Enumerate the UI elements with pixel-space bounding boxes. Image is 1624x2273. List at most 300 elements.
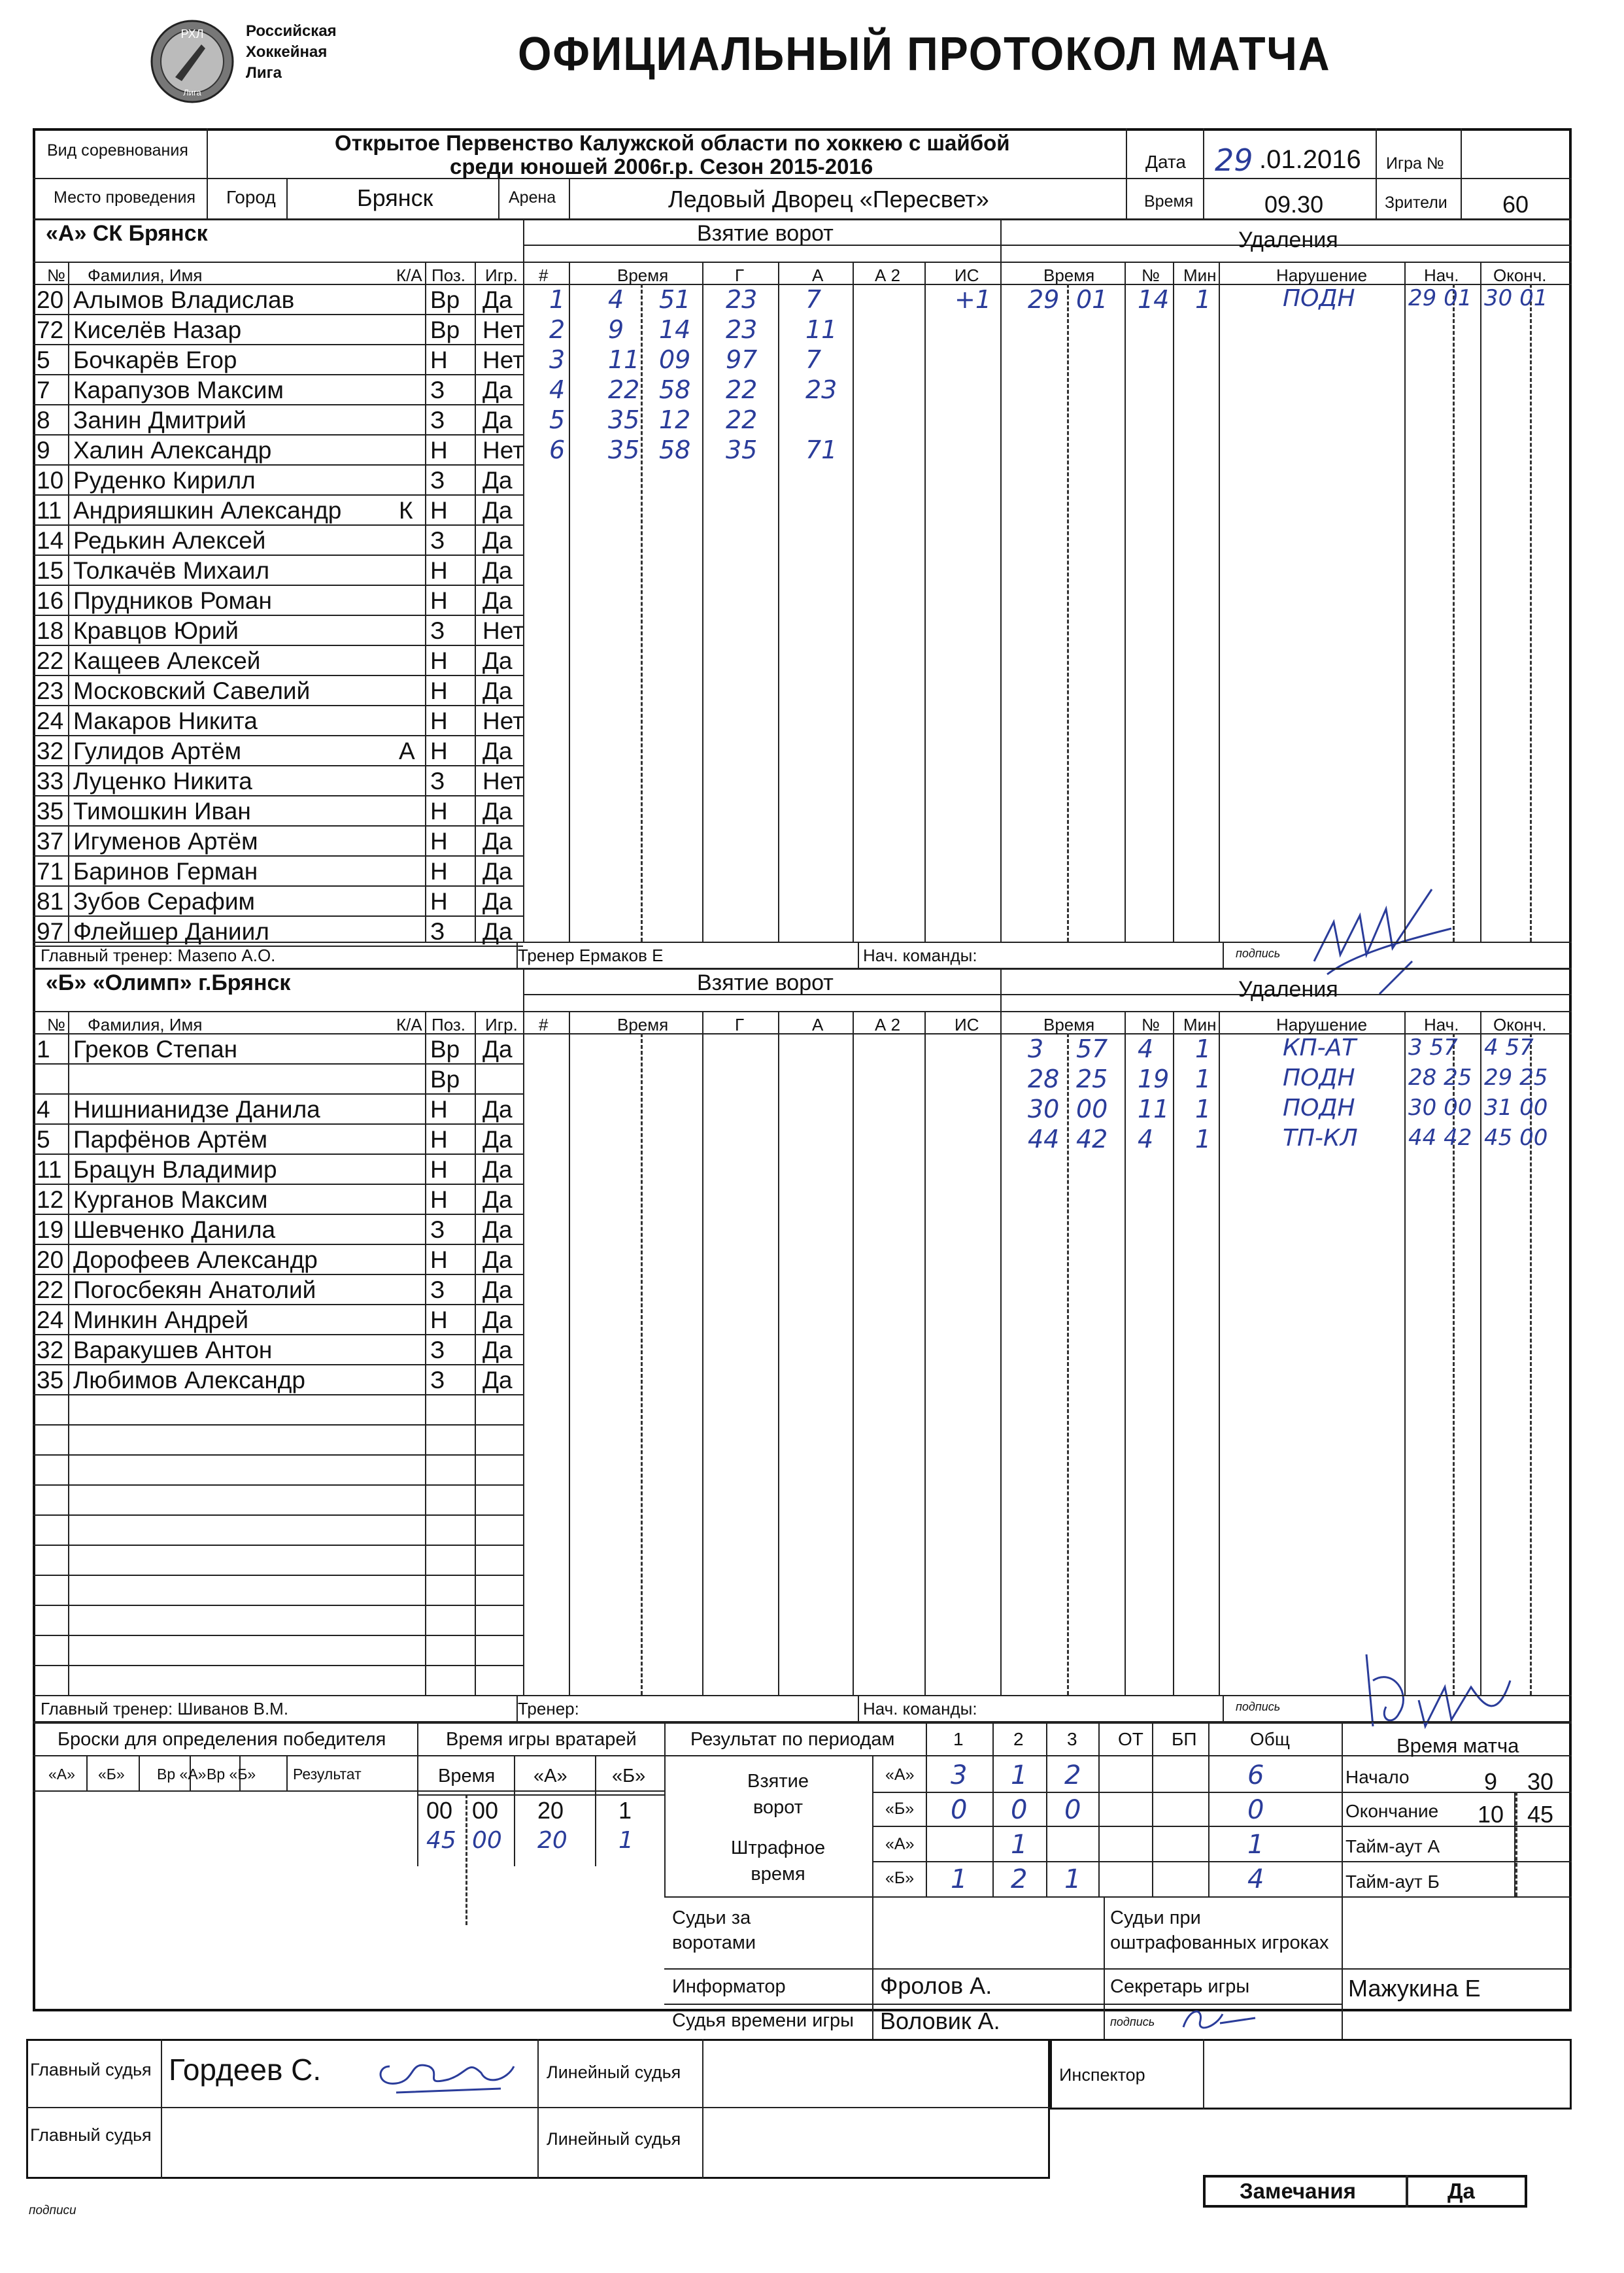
date-rest: .01.2016 [1259, 145, 1361, 174]
team_a-goal-min: 11 [608, 345, 640, 374]
team_a-player-plays: Да [482, 647, 513, 674]
team_a-pen-min: 29 [1028, 285, 1060, 314]
signatures-label: подписи [29, 2204, 76, 2217]
team_a-player-name: Толкачёв Михаил [73, 557, 270, 584]
team_a-player-no: 20 [37, 286, 64, 313]
team_b-player-pos: Н [430, 1156, 448, 1183]
page-title: ОФИЦИАЛЬНЫЙ ПРОТОКОЛ МАТЧА [518, 28, 1331, 80]
team_a-player-plays: Да [482, 407, 513, 434]
team_a-col-g-assist2: А 2 [875, 265, 901, 285]
period-col: 2 [1013, 1729, 1024, 1749]
match-time-title: Время матча [1396, 1734, 1519, 1757]
team_b-pen-start: 3 57 [1408, 1034, 1458, 1061]
team_a-goal-num: 3 [549, 345, 566, 374]
team_b-col-no: № [47, 1015, 65, 1034]
secretary-value: Мажукина Е [1348, 1975, 1481, 2002]
team_b-col-name: Фамилия, Имя [88, 1015, 203, 1034]
team_a-player-plays: Да [482, 828, 513, 855]
team_a-player-pos: З [430, 768, 445, 795]
team_a-player-name: Кравцов Юрий [73, 617, 239, 644]
team_b-pen-end: 45 00 [1484, 1125, 1548, 1151]
logo-emblem-text: РХЛ [180, 27, 204, 41]
match-end-label: Окончание [1345, 1801, 1439, 1821]
team_a-player-pos: Н [430, 497, 448, 524]
team_b-col-g-scorer: Г [735, 1015, 745, 1034]
team_a-player-pos: Н [430, 647, 448, 674]
team_a-goal-num: 2 [549, 315, 566, 344]
team_a-player-plays: Да [482, 467, 513, 494]
logo-emblem-text2: Лига [183, 88, 201, 97]
logo-line2: Хоккейная [246, 43, 328, 61]
shootout-col: Вр «Б» [207, 1766, 256, 1783]
arena-value: Ледовый Дворец «Пересвет» [668, 186, 989, 213]
spectators-value: 60 [1502, 191, 1529, 218]
team_a-goal-scorer: 23 [726, 315, 758, 344]
team_a-goal-scorer: 35 [726, 436, 758, 464]
period-value: 0 [1011, 1795, 1028, 1825]
team_b-player-no: 24 [37, 1307, 64, 1333]
team_b-player-name: Греков Степан [73, 1036, 238, 1063]
remarks-label: Замечания [1240, 2179, 1356, 2203]
team_a-col-p-min: Мин [1183, 265, 1217, 285]
team_b-player-pos: Вр [430, 1036, 460, 1063]
team_a-col-p-offence: Нарушение [1276, 265, 1368, 285]
team_a-player-plays: Нет [482, 316, 524, 343]
team_a-col-p-start: Нач. [1424, 265, 1459, 285]
team_b-player-plays: Да [482, 1367, 513, 1393]
team_a-col-no: № [47, 265, 65, 285]
period-value: 1 [1247, 1830, 1264, 1860]
team_b-col-p-time: Время [1043, 1015, 1095, 1034]
team_a-player-pos: Вр [430, 286, 460, 313]
team_a-pen-end: 30 01 [1484, 285, 1548, 311]
team_a-goal-min: 4 [608, 285, 624, 314]
period-value: 2 [1011, 1864, 1028, 1894]
goalie-sec: 00 [472, 1827, 502, 1854]
team_b-player-no: 20 [37, 1246, 64, 1273]
team_b-col-p-start: Нач. [1424, 1015, 1459, 1034]
team_b-goals-title: Взятие ворот [697, 970, 834, 995]
place-label: Место проведения [54, 188, 196, 207]
goalie-col: «А» [533, 1766, 567, 1786]
match-end-minute: 45 [1527, 1801, 1554, 1828]
team_a-player-no: 11 [37, 497, 62, 524]
team_a-goal-sec: 58 [659, 436, 691, 464]
team_a-player-plays: Нет [482, 347, 524, 373]
team_b-col-g-assist: А [812, 1015, 824, 1034]
team_b-player-name: Минкин Андрей [73, 1307, 249, 1333]
team_b-player-plays: Да [482, 1337, 513, 1363]
goal-judges-label: Судьи за воротами [672, 1907, 756, 1953]
team_a-goal-min: 35 [608, 405, 640, 434]
team_a-player-name: Тимошкин Иван [73, 798, 251, 825]
team_a-col-name: Фамилия, Имя [88, 265, 203, 285]
team_a-player-name: Руденко Кирилл [73, 467, 256, 494]
team_a-player-plays: Нет [482, 708, 524, 734]
team_a-player-plays: Да [482, 858, 513, 885]
team_b-player-name: Погосбекян Анатолий [73, 1276, 316, 1303]
team_a-goal-sec: 14 [659, 315, 691, 344]
period-col: Общ [1250, 1729, 1290, 1749]
team_a-player-pos: З [430, 918, 445, 945]
team_a-goal-sec: 12 [659, 405, 691, 434]
team_a-player-name: Андрияшкин Александр [73, 497, 342, 524]
team_a-player-name: Московский Савелий [73, 677, 311, 704]
team_a-player-no: 9 [37, 437, 50, 464]
team_a-player-name: Макаров Никита [73, 708, 258, 734]
team_a-player-pos: З [430, 467, 445, 494]
team_a-player-no: 7 [37, 377, 50, 403]
team_b-player-name: Дорофеев Александр [73, 1246, 318, 1273]
team_a-goal-scorer: 22 [726, 405, 758, 434]
period-value: 2 [1064, 1760, 1081, 1790]
team_b-player-plays: Да [482, 1126, 513, 1153]
team_a-player-no: 35 [37, 798, 64, 825]
period-pen-team-a: «А» [885, 1835, 915, 1853]
team_a-player-plays: Да [482, 286, 513, 313]
team_b-player-pos: Н [430, 1126, 448, 1153]
team_b-player-no: 4 [37, 1096, 50, 1123]
timekeeper-label: Судья времени игры [672, 2010, 854, 2031]
timeout-b-label: Тайм-аут Б [1345, 1871, 1440, 1892]
period-col: 1 [953, 1729, 964, 1749]
team_a-player-no: 16 [37, 587, 64, 614]
team_a-player-plays: Да [482, 677, 513, 704]
team_a-goal-sec: 09 [659, 345, 691, 374]
team_b-pen-no: 4 [1138, 1034, 1154, 1063]
team_a-player-no: 14 [37, 527, 64, 554]
team_a-col-p-end: Оконч. [1493, 265, 1547, 285]
team_b-pen-sec: 00 [1076, 1095, 1108, 1123]
period-col: БП [1172, 1729, 1197, 1749]
team_b-player-plays: Да [482, 1307, 513, 1333]
team_b-pen-offence: ПОДН [1283, 1065, 1355, 1091]
period-value: 1 [951, 1864, 968, 1894]
team_a-coach: Тренер Ермаков Е [518, 946, 664, 965]
team_b-pen-mins: 1 [1195, 1034, 1211, 1063]
informer-value: Фролов А. [880, 1972, 992, 1999]
team_b-player-pos: З [430, 1367, 445, 1393]
team_a-pen-no: 14 [1138, 285, 1170, 314]
period-pen-team-b: «Б» [885, 1869, 915, 1887]
competition-line1: Открытое Первенство Калужской области по хоккею с шайбой [335, 131, 1010, 155]
team_b-pen-mins: 1 [1195, 1095, 1211, 1123]
match-end-hour: 10 [1478, 1801, 1504, 1828]
goalie-sec: 00 [472, 1797, 499, 1824]
team_a-player-ka: К [399, 497, 413, 524]
team_a-goal-sec: 58 [659, 375, 691, 404]
team_b-pen-sec: 25 [1076, 1065, 1108, 1093]
shootout-col: «Б» [98, 1766, 125, 1783]
team_a-player-name: Игуменов Артём [73, 828, 258, 855]
team_a-player-plays: Да [482, 377, 513, 403]
team_a-player-no: 32 [37, 738, 64, 764]
shootout-col: «А» [48, 1766, 75, 1783]
team_a-title: «А» СК Брянск [46, 221, 208, 246]
timeout-a-label: Тайм-аут А [1345, 1836, 1440, 1856]
team_a-player-name: Бочкарёв Егор [73, 347, 237, 373]
team_a-player-pos: Вр [430, 316, 460, 343]
team_a-player-plays: Да [482, 587, 513, 614]
team_b-penalties-title: Удаления [1238, 977, 1338, 1002]
team_a-goal-num: 4 [549, 375, 566, 404]
team_b-player-pos: З [430, 1276, 445, 1303]
team_a-pen-mins: 1 [1195, 285, 1211, 314]
team_b-player-name: Брацун Владимир [73, 1156, 277, 1183]
team_b-sign-label: подпись [1236, 1700, 1281, 1713]
team_a-goal-assist: 7 [805, 285, 822, 314]
time-value: 09.30 [1264, 191, 1324, 218]
team_b-col-plays: Игр. [485, 1015, 518, 1034]
team_b-player-plays: Да [482, 1276, 513, 1303]
period-value: 0 [1247, 1795, 1264, 1825]
team_a-col-g-scorer: Г [735, 265, 745, 285]
team_a-player-name: Баринов Герман [73, 858, 258, 885]
team_b-coach: Тренер: [518, 1699, 579, 1718]
team_b-player-plays: Да [482, 1156, 513, 1183]
team_b-player-no: 32 [37, 1337, 64, 1363]
period-team-b: «Б» [885, 1800, 915, 1818]
coach-b-signature [1353, 1641, 1523, 1746]
team_b-col-p-min: Мин [1183, 1015, 1217, 1034]
team_a-player-name: Кащеев Алексей [73, 647, 261, 674]
match-start-label: Начало [1345, 1767, 1410, 1787]
team_b-col-p-offence: Нарушение [1276, 1015, 1368, 1034]
team_a-col-plays: Игр. [485, 265, 518, 285]
team_b-pen-sec: 57 [1076, 1034, 1108, 1063]
spectators-label: Зрители [1385, 194, 1447, 212]
team_a-player-no: 71 [37, 858, 64, 885]
team_a-player-plays: Нет [482, 617, 524, 644]
city-value: Брянск [357, 184, 433, 211]
team_a-goals-title: Взятие ворот [697, 221, 834, 246]
logo-line1: Российская [246, 22, 337, 40]
team_b-player-plays: Да [482, 1036, 513, 1063]
team_a-player-name: Халин Александр [73, 437, 272, 464]
linesman2-label: Линейный судья [547, 2129, 681, 2149]
team_b-player-pos: З [430, 1337, 445, 1363]
team_b-col-g-is: ИС [955, 1015, 979, 1034]
team_a-player-name: Зубов Серафим [73, 888, 255, 915]
team_a-player-ka: А [399, 738, 415, 764]
team_a-player-name: Занин Дмитрий [73, 407, 246, 434]
team_b-pen-no: 4 [1138, 1125, 1154, 1154]
team_b-col-g-num: # [539, 1015, 549, 1034]
team_b-pen-min: 3 [1028, 1034, 1044, 1063]
goalie-a: 20 [537, 1827, 567, 1854]
team_a-player-pos: Н [430, 888, 448, 915]
rhl-logo [149, 18, 235, 105]
team_b-pen-offence: ПОДН [1283, 1095, 1355, 1121]
team_a-player-no: 97 [37, 918, 64, 945]
period-goals-label: Взятие ворот [747, 1771, 809, 1818]
team_b-player-name: Любимов Александр [73, 1367, 305, 1393]
team_a-pen-offence: ПОДН [1283, 285, 1355, 312]
team_a-goal-assist: 71 [805, 436, 837, 464]
time-label: Время [1144, 192, 1194, 211]
goalie-min: 00 [426, 1797, 453, 1824]
competition-label: Вид соревнования [47, 141, 188, 160]
match-start-minute: 30 [1527, 1768, 1554, 1795]
team_b-col-pos: Поз. [431, 1015, 465, 1034]
team_a-goal-scorer: 97 [726, 345, 758, 374]
date-label: Дата [1145, 152, 1187, 172]
team_a-player-no: 37 [37, 828, 64, 855]
team_b-pen-offence: ТП-КЛ [1283, 1125, 1358, 1152]
team_a-player-pos: Н [430, 798, 448, 825]
team_b-player-plays: Да [482, 1246, 513, 1273]
team_b-player-no: 19 [37, 1216, 64, 1243]
period-value: 1 [1011, 1760, 1028, 1790]
team_a-player-pos: Н [430, 437, 448, 464]
team_a-player-no: 22 [37, 647, 64, 674]
city-label: Город [226, 187, 276, 207]
team_a-goal-assist: 7 [805, 345, 822, 374]
team_b-col-p-end: Оконч. [1493, 1015, 1547, 1034]
team_a-goal-is: +1 [955, 285, 992, 314]
team_b-player-no: 12 [37, 1186, 64, 1213]
team_a-goal-min: 22 [608, 375, 640, 404]
team_b-pen-end: 29 25 [1484, 1065, 1548, 1091]
team_a-player-pos: Н [430, 708, 448, 734]
team_b-player-name: Шевченко Данила [73, 1216, 276, 1243]
team_b-player-pos: Н [430, 1096, 448, 1123]
team_b-col-ka: К/А [396, 1015, 422, 1034]
team_a-player-no: 10 [37, 467, 64, 494]
team_a-player-plays: Нет [482, 437, 524, 464]
team_b-pen-no: 11 [1138, 1095, 1170, 1123]
team_a-col-g-time: Время [617, 265, 669, 285]
team_a-player-plays: Да [482, 557, 513, 584]
team_a-col-g-is: ИС [955, 265, 979, 285]
team_a-goal-num: 6 [549, 436, 566, 464]
secretary-signature [1177, 2001, 1275, 2038]
team_a-player-pos: Н [430, 677, 448, 704]
team_b-pen-mins: 1 [1195, 1125, 1211, 1154]
team_a-player-pos: Н [430, 587, 448, 614]
match-start-hour: 9 [1484, 1768, 1498, 1795]
team_b-team-chief: Нач. команды: [863, 1699, 977, 1718]
team_a-player-name: Прудников Роман [73, 587, 272, 614]
referee-label: Главный судья [30, 2060, 152, 2079]
timekeeper-value: Воловик А. [880, 2008, 1000, 2034]
team_a-player-name: Флейшер Даниил [73, 918, 269, 945]
team_a-player-pos: Н [430, 738, 448, 764]
team_b-player-name: Курганов Максим [73, 1186, 268, 1213]
date-day: 29 [1215, 143, 1253, 178]
goalie-b: 1 [618, 1797, 632, 1824]
informer-label: Информатор [672, 1976, 786, 1997]
team_a-player-name: Карапузов Максим [73, 377, 284, 403]
team_a-goal-assist: 11 [805, 315, 837, 344]
goalie-col: «Б» [612, 1766, 646, 1786]
team_a-col-ka: К/А [396, 265, 422, 285]
team_a-player-plays: Да [482, 918, 513, 945]
team_a-player-no: 81 [37, 888, 64, 915]
team_a-player-pos: З [430, 377, 445, 403]
secretary-label: Секретарь игры [1110, 1976, 1250, 1997]
shootout-title: Броски для определения победителя [58, 1729, 386, 1750]
team_a-penalties-title: Удаления [1238, 228, 1338, 252]
team_b-pen-start: 44 42 [1408, 1125, 1472, 1151]
period-pen-label: Штрафное время [730, 1837, 826, 1885]
team_a-head-coach: Главный тренер: Мазепо А.О. [41, 946, 276, 965]
team_a-player-name: Гулидов Артём [73, 738, 242, 764]
logo-line3: Лига [246, 64, 282, 82]
team_b-player-name: Варакушев Антон [73, 1337, 273, 1363]
team_a-player-pos: Н [430, 828, 448, 855]
team_b-player-name: Нишнианидзе Данила [73, 1096, 320, 1123]
team_a-player-pos: Н [430, 557, 448, 584]
team_a-player-name: Алымов Владислав [73, 286, 295, 313]
team_a-player-no: 33 [37, 768, 64, 795]
linesman-label: Линейный судья [547, 2062, 681, 2082]
shootout-col: Результат [293, 1766, 362, 1783]
goalie-time-title: Время игры вратарей [446, 1729, 637, 1750]
team_a-player-plays: Да [482, 888, 513, 915]
team_b-pen-sec: 42 [1076, 1125, 1108, 1154]
team_a-player-name: Киселёв Назар [73, 316, 242, 343]
game-number-label: Игра № [1386, 154, 1444, 173]
arena-label: Арена [509, 188, 556, 207]
referee-signature [370, 2047, 527, 2106]
team_a-goal-num: 1 [549, 285, 566, 314]
goalie-a: 20 [537, 1797, 564, 1824]
team_b-player-pos: Н [430, 1307, 448, 1333]
team_a-player-no: 18 [37, 617, 64, 644]
team_a-goal-sec: 51 [659, 285, 691, 314]
team_b-title: «Б» «Олимп» г.Брянск [46, 970, 291, 995]
period-value: 4 [1247, 1864, 1264, 1894]
team_b-player-pos: Н [430, 1186, 448, 1213]
team_b-head-coach: Главный тренер: Шиванов В.М. [41, 1699, 289, 1718]
team_a-player-no: 15 [37, 557, 64, 584]
team_b-pen-no: 19 [1138, 1065, 1170, 1093]
remarks-value: Да [1447, 2179, 1475, 2203]
team_a-player-pos: З [430, 407, 445, 434]
team_a-player-pos: З [430, 527, 445, 554]
team_a-player-no: 8 [37, 407, 50, 434]
team_b-pen-end: 4 57 [1484, 1034, 1534, 1061]
team_a-player-pos: З [430, 617, 445, 644]
team_a-player-plays: Да [482, 738, 513, 764]
team_a-goal-scorer: 22 [726, 375, 758, 404]
team_a-goal-min: 35 [608, 436, 640, 464]
period-col: 3 [1067, 1729, 1077, 1749]
team_b-player-plays: Да [482, 1096, 513, 1123]
team_a-player-name: Редькин Алексей [73, 527, 266, 554]
inspector-label: Инспектор [1059, 2065, 1145, 2085]
competition-line2: среди юношей 2006г.р. Сезон 2015-2016 [450, 154, 873, 179]
team_a-player-plays: Да [482, 497, 513, 524]
period-value: 1 [1064, 1864, 1081, 1894]
team_a-goal-scorer: 23 [726, 285, 758, 314]
team_a-goal-min: 9 [608, 315, 624, 344]
period-value: 1 [1011, 1830, 1028, 1860]
team_b-player-pos: Вр [430, 1066, 460, 1093]
team_a-player-no: 5 [37, 347, 50, 373]
team_b-player-pos: З [430, 1216, 445, 1243]
team_a-goal-assist: 23 [805, 375, 837, 404]
team_b-pen-mins: 1 [1195, 1065, 1211, 1093]
team_a-player-plays: Да [482, 527, 513, 554]
team_b-pen-offence: КП-АТ [1283, 1034, 1357, 1061]
team_b-player-no: 35 [37, 1367, 64, 1393]
goalie-b: 1 [618, 1827, 634, 1854]
team_b-pen-min: 44 [1028, 1125, 1060, 1154]
team_a-col-p-time: Время [1043, 265, 1095, 285]
team_a-sign-label: подпись [1236, 947, 1281, 960]
